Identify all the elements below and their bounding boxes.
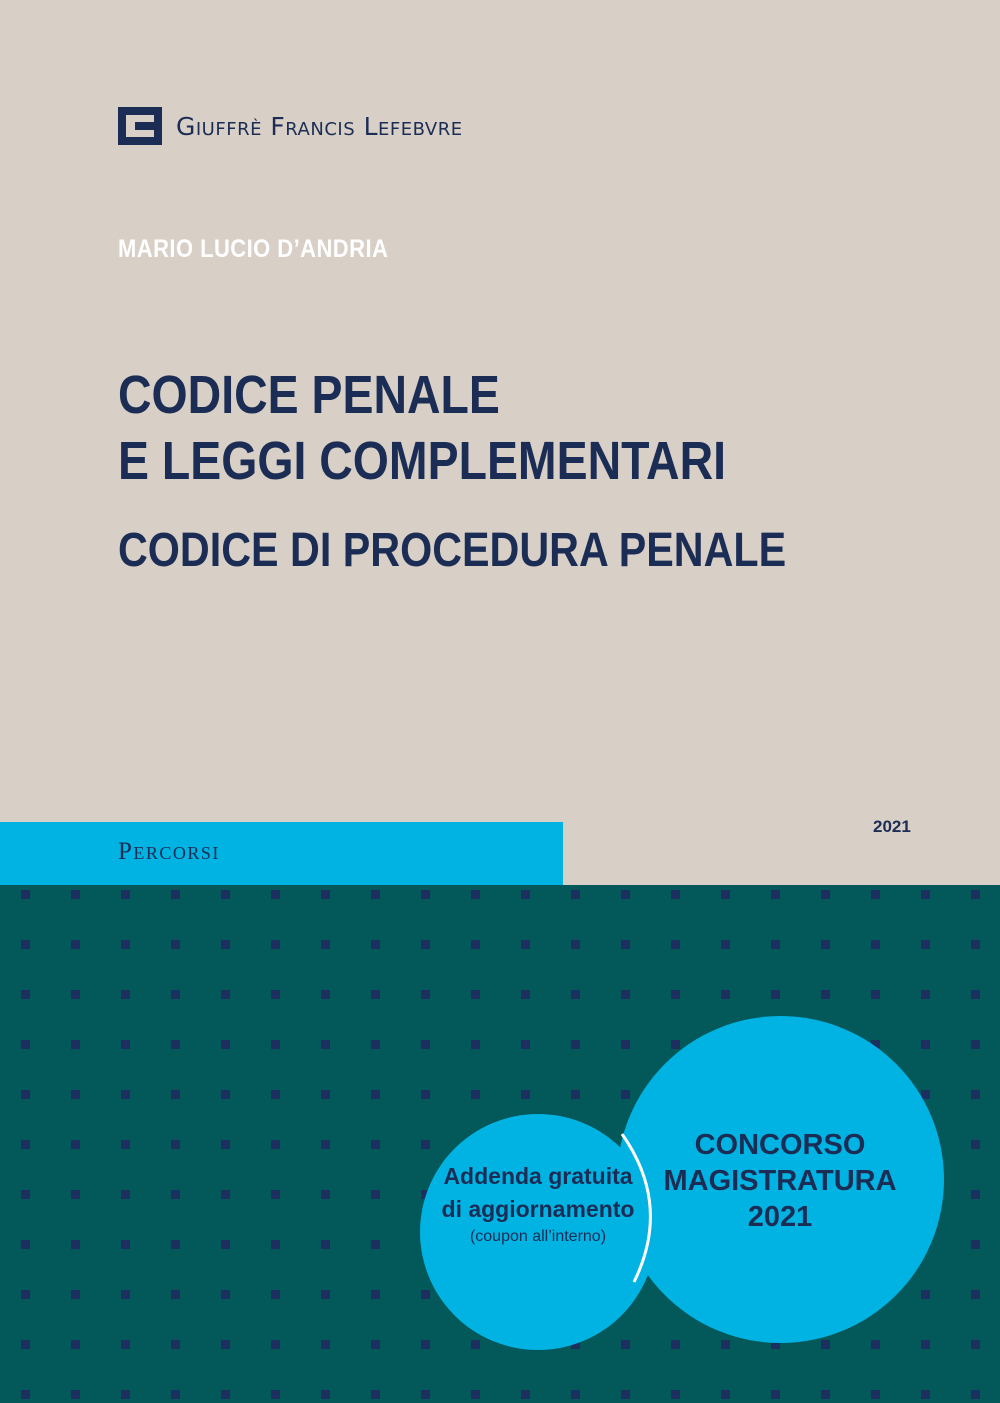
addenda-line-2: di aggiornamento <box>441 1196 635 1222</box>
publisher-name: Giuffrè Francis Lefebvre <box>176 111 463 141</box>
edition-year: 2021 <box>873 817 911 836</box>
publisher-logo-icon <box>118 107 162 145</box>
exam-line-3: 2021 <box>747 1201 813 1233</box>
publisher-logo <box>118 106 463 146</box>
exam-badge-text <box>640 1127 920 1235</box>
addenda-badge-text <box>420 1160 656 1246</box>
book-title <box>118 362 726 494</box>
title-line-2: E LEGGI COMPLEMENTARI <box>118 431 727 491</box>
book-subtitle: CODICE DI PROCEDURA PENALE <box>118 524 787 577</box>
title-line-1: CODICE PENALE <box>118 365 500 425</box>
exam-line-1: CONCORSO <box>694 1129 866 1161</box>
exam-line-2: MAGISTRATURA <box>663 1165 897 1197</box>
series-band <box>0 822 563 885</box>
series-name: Percorsi <box>118 838 220 865</box>
coupon-note: (coupon all’interno) <box>469 1228 607 1245</box>
addenda-line-1: Addenda gratuita <box>443 1163 633 1189</box>
author-name: MARIO LUCIO D’ANDRIA <box>118 235 389 263</box>
